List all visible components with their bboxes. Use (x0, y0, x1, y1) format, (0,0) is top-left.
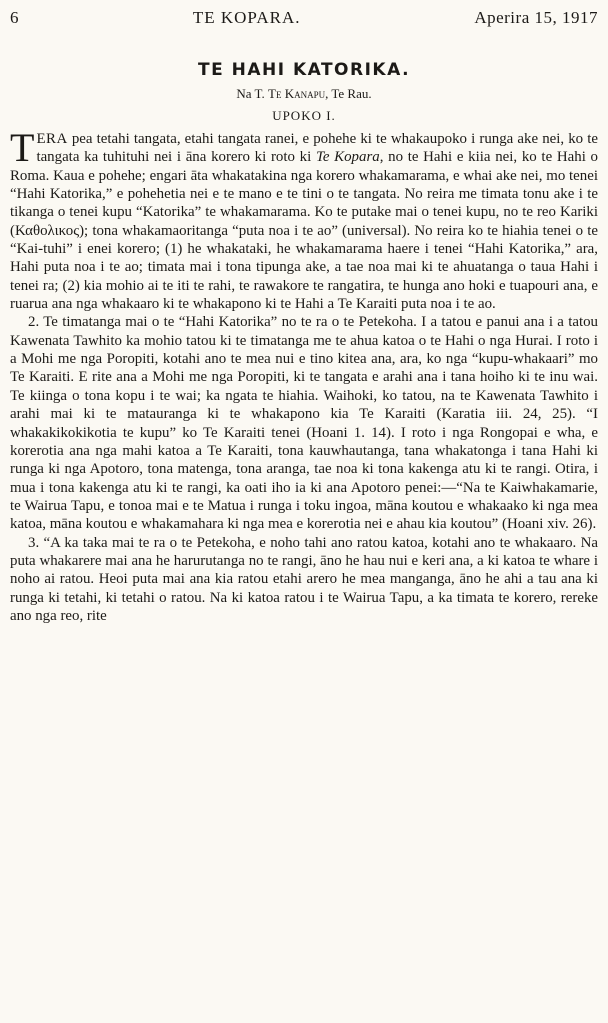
article-body (10, 125, 598, 625)
issue-date: Aperira 15, 1917 (474, 8, 598, 27)
paragraph-3: 3. “A ka taka mai te ra o te Petekoha, e noho tahi ano ratou katoa, kotahi ano te whakaaro. Na puta whakarere mai ana he harurutanga no te rangi, āno he hau nui e keri ana, a ki katoa te whare i noho ai ratou. Heoi puta mai ana kia ratou etahi arero he mea manganga, āno he ahi a tau ana ki runga ki tetahi, ki tetahi o ratou. Na ki katoa ratou i te Wairua Tapu, a ka timata te korero, rereke ano nga reo, rite (10, 534, 598, 624)
paragraph-1-text-a: pea tetahi tangata, etahi tangata ranei, e pohehe ki te whakaupoko i runga ake nei, ko te tangata ka tuhituhi nei i āna korero ki roto ki (36, 131, 598, 166)
drop-cap: T (10, 125, 35, 170)
article-title: TE HAHI KATORIKA. (197, 60, 411, 80)
author-name: Te Kanapu (268, 86, 326, 101)
paragraph-1-text-b: , no te Hahi e kiia nei, ko te Hahi o Roma. Kaua e pohehe; engari āta whakatakina nga korero whakamarama, e whai ake nei, mo tenei “Hahi Katorika,” e pohehetia nei e te mano e te tini o te tangata. No reira me timata tonu ake i te tikanga o tenei kupu “Katorika” te whakamarama. Ko te putake mai o tenei kupu, no te reo Kariki (Καθολικος); tona whakamaoritanga “puta noa i te ao” (universal). No reira ko te hiahia tenei o te “Kai-tuhi” i enei korero; (1) he whakataki, he whakamarama haere i tenei “Hahi Katorika,” ara, Hahi puta noa i te ao; timata mai i tona tipunga ake, a tae noa mai ki te ahuatanga o taua Hahi i tenei ra; (2) kia mohio ai te iti te rahi, te rawakore te rangatira, te hunga ano hoki e tuapouri ana, e ruarua ana nga whakaaro ki te whakapono ki te Hahi a Te Karaiti puta noa i te ao. (10, 149, 598, 313)
byline-suffix: , Te Rau. (325, 86, 372, 101)
chapter-heading: UPOKO I. (272, 108, 336, 123)
paragraph-1 (10, 125, 598, 313)
page-number: 6 (10, 8, 19, 27)
journal-title: TE KOPARA. (192, 8, 301, 27)
byline-prefix: Na T. (236, 86, 265, 101)
byline (10, 86, 598, 102)
first-word: ERA (36, 131, 68, 147)
running-head (10, 8, 598, 38)
paragraph-2: 2. Te timatanga mai o te “Hahi Katorika” no te ra o te Petekoha. I a tatou e panui ana i a tatou Kawenata Tawhito ka mohio tatou ki te timatanga me te ahua katoa o te Hahi o nga Hurai. I roto i a Mohi me nga Poropiti, kotahi ano te mea nui e tino kitea ana, ara, ko nga “kupu-whakaari” mo Te Karaiti. E rite ana a Mohi me nga Poropiti, ki te tangata e arahi ana i tana hoiho ki te inu wai. Te kiinga o tona kopu i te wai; ka ngata te hiahia. Waihoki, ko tatou, na te Kawenata Tawhito i arahi mai ki te matauranga ki te whakapono kia Te Karaiti (Karatia iii. 24, 25). “I whakakikokikotia te kupu” ko Te Karaiti tenei (Hoani 1. 14). I roto i nga Rongopai e wha, e korerotia ana nga mahi katoa a Te Karaiti, tona kauwhautanga, tana whakatonga i tana Hahi ki runga ki nga Apotoro, tona matenga, tona aranga, tae noa ki tona kakenga atu ki te rangi. Otira, i mua i tona kakenga atu ki te rangi, ka oati iho ia ki ana Apotoro penei:—“Na te Kaiwhakamarie, te Wairua Tapu, e tonoa mai e te Matua i runga i toku ingoa, māna koutou e whakaako ki nga mea katoa, māna koutou e whakamahara ki nga mea e korerotia nei e ahau kia koutou” (Hoani xiv. 26). (10, 314, 598, 533)
journal-name-italic: Te Kopara (315, 149, 380, 166)
